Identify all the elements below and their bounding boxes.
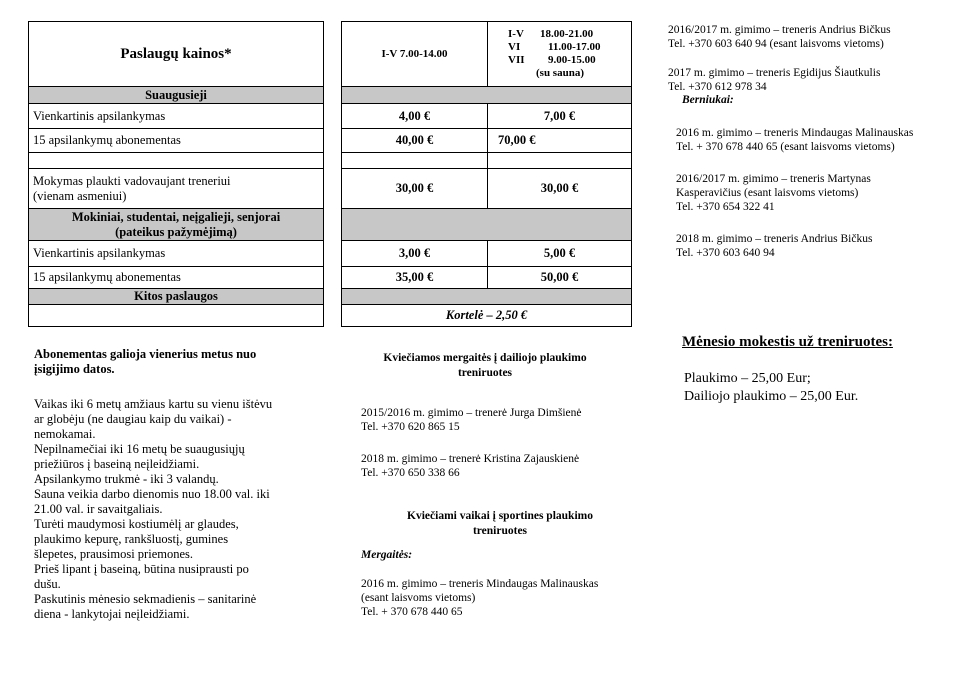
price-student-single-day: 3,00 € — [342, 241, 488, 267]
header-weekday-morning: I-V 7.00-14.00 — [342, 22, 488, 87]
hours-day-1: I-V — [508, 28, 524, 40]
card-price: Kortelė – 2,50 € — [342, 305, 632, 327]
row-single-visit: Vienkartinis apsilankymas — [29, 104, 324, 129]
coach-contact-right-1 — [668, 23, 891, 51]
price-table-title: Paslaugų kainos* — [29, 22, 324, 87]
price-table-services — [28, 21, 324, 327]
price-adult-single-evening: 7,00 € — [488, 104, 632, 129]
price-student-single-evening: 5,00 € — [488, 241, 632, 267]
lesson-line-1: Mokymas plaukti vadovaujant treneriui — [33, 173, 231, 188]
rule-line: ar globėju (ne daugiau kaip du vaikai) - — [34, 412, 232, 426]
price-table-values — [341, 21, 632, 327]
price-adult-sub-day: 40,00 € — [342, 129, 488, 153]
coach-line: 2017 m. gimimo – treneris Egidijus Šiautkulis — [668, 67, 881, 79]
row-empty-2 — [29, 305, 324, 327]
coach-line: 2018 m. gimimo – trenerė Kristina Zajauskienė — [361, 453, 580, 465]
coach-contact-right-3 — [676, 126, 913, 154]
coach-contact-2 — [361, 452, 579, 480]
hours-day-2: VI — [508, 41, 521, 53]
rules-list — [34, 397, 319, 622]
coach-line: 2018 m. gimimo – treneris Andrius Bičkus — [676, 233, 873, 245]
coach-line: 2016/2017 m. gimimo – treneris Martynas — [676, 173, 871, 185]
rule-line: priežiūros į baseiną neįleidžiami. — [34, 457, 200, 471]
coach-line: 2016 m. gimimo – treneris Mindaugas Malinauskas — [361, 578, 599, 590]
coach-contact-right-2 — [668, 66, 880, 94]
rule-line: Sauna veikia darbo dienomis nuo 18.00 val. iki — [34, 487, 270, 501]
price-adult-sub-evening: 70,00 € — [488, 129, 632, 153]
rule-line: plaukimo kepurę, rankšluostį, gumines — [34, 532, 229, 546]
gray-band-other — [342, 289, 632, 305]
girls-heading-line-1: Kviečiamos mergaitės į dailiojo plaukimo — [383, 352, 587, 364]
lesson-line-2: (vienam asmeniui) — [33, 188, 127, 203]
girls-artistic-heading — [345, 351, 625, 381]
coach-phone: Tel. +370 650 338 66 — [361, 467, 460, 479]
rule-line: Paskutinis mėnesio sekmadienis – sanitarinė — [34, 592, 257, 606]
kids-heading-line-1: Kviečiami vaikai į sportines plaukimo — [407, 510, 593, 522]
rule-line: Nepilnamečiai iki 16 metų be suaugusiųjų — [34, 442, 245, 456]
coach-contact-right-5 — [676, 232, 872, 260]
coach-contact-1 — [361, 406, 582, 434]
row-empty — [29, 153, 324, 169]
price-lesson-evening: 30,00 € — [488, 169, 632, 209]
hours-time-1: 18.00-21.00 — [540, 28, 594, 40]
section-students-line-2: (pateikus pažymėjimą) — [115, 224, 237, 239]
sauna-note: (su sauna) — [536, 67, 584, 79]
coach-line: 2016/2017 m. gimimo – treneris Andrius Bičkus — [668, 24, 891, 36]
coach-phone: Tel. +370 620 865 15 — [361, 421, 460, 433]
rule-line: diena - lankytojai neįleidžiami. — [34, 607, 190, 621]
coach-line: 2015/2016 m. gimimo – trenerė Jurga Dimšienė — [361, 407, 582, 419]
hours-day-3: VII — [508, 54, 525, 66]
kids-heading-line-2: treniruotes — [472, 525, 528, 537]
empty-cell — [342, 153, 488, 169]
rule-line: nemokamai. — [34, 427, 96, 441]
rule-line: Vaikas iki 6 metų amžiaus kartu su vienu ištėvu — [34, 397, 273, 411]
section-other: Kitos paslaugos — [29, 289, 324, 305]
rule-line: 21.00 val. ir savaitgaliais. — [34, 502, 163, 516]
coach-phone: Tel. + 370 678 440 65 (esant laisvoms vietoms) — [676, 141, 895, 153]
boys-label: Berniukai: — [682, 94, 734, 106]
coach-phone: Tel. +370 603 640 94 — [676, 247, 775, 259]
row-lesson — [29, 169, 324, 209]
hours-time-3: 9.00-15.00 — [548, 54, 596, 66]
girls-heading-line-2: treniruotes — [457, 367, 513, 379]
rule-line: Prieš lipant į baseiną, būtina nusiprausti po — [34, 562, 249, 576]
coach-phone: Tel. +370 612 978 34 — [668, 81, 767, 93]
girls-label: Mergaitės: — [361, 549, 413, 561]
coach-phone: Tel. +370 603 640 94 (esant laisvoms vietoms) — [668, 38, 884, 50]
fee-swimming: Plaukimo – 25,00 Eur; — [684, 371, 811, 386]
coach-contact-3 — [361, 577, 598, 619]
price-lesson-day: 30,00 € — [342, 169, 488, 209]
section-students — [29, 209, 324, 241]
price-student-sub-evening: 50,00 € — [488, 267, 632, 289]
section-adults: Suaugusieji — [29, 87, 324, 104]
hours-time-2: 11.00-17.00 — [548, 41, 601, 53]
row-subscription-2: 15 apsilankymų abonementas — [29, 267, 324, 289]
monthly-fee-list — [684, 370, 858, 406]
coach-note: Kasperavičius (esant laisvoms vietoms) — [676, 187, 859, 199]
coach-line: 2016 m. gimimo – treneris Mindaugas Malinauskas — [676, 127, 914, 139]
coach-contact-right-4 — [676, 172, 871, 214]
row-single-visit-2: Vienkartinis apsilankymas — [29, 241, 324, 267]
rule-line: dušu. — [34, 577, 61, 591]
empty-cell — [488, 153, 632, 169]
rule-line: Apsilankymo trukmė - iki 3 valandų. — [34, 472, 219, 486]
row-subscription: 15 apsilankymų abonementas — [29, 129, 324, 153]
rule-line: šlepetes, prausimosi priemones. — [34, 547, 193, 561]
gray-band-students — [342, 209, 632, 241]
price-student-sub-day: 35,00 € — [342, 267, 488, 289]
fee-artistic-swimming: Dailiojo plaukimo – 25,00 Eur. — [684, 389, 859, 404]
validity-line-1: Abonementas galioja vienerius metus nuo — [34, 347, 257, 361]
kids-sport-heading — [370, 509, 630, 539]
subscription-validity-note — [34, 347, 312, 377]
validity-line-2: įsigijimo datos. — [34, 362, 115, 376]
header-evening-weekend — [488, 22, 632, 87]
rule-line: Turėti maudymosi kostiumėlį ar glaudes, — [34, 517, 239, 531]
gray-band-adults — [342, 87, 632, 104]
coach-phone: Tel. + 370 678 440 65 — [361, 606, 463, 618]
coach-phone: Tel. +370 654 322 41 — [676, 201, 775, 213]
coach-note: (esant laisvoms vietoms) — [361, 592, 476, 604]
price-adult-single-day: 4,00 € — [342, 104, 488, 129]
monthly-fee-heading: Mėnesio mokestis už treniruotes: — [682, 334, 893, 350]
section-students-line-1: Mokiniai, studentai, neįgalieji, senjorai — [71, 209, 281, 224]
